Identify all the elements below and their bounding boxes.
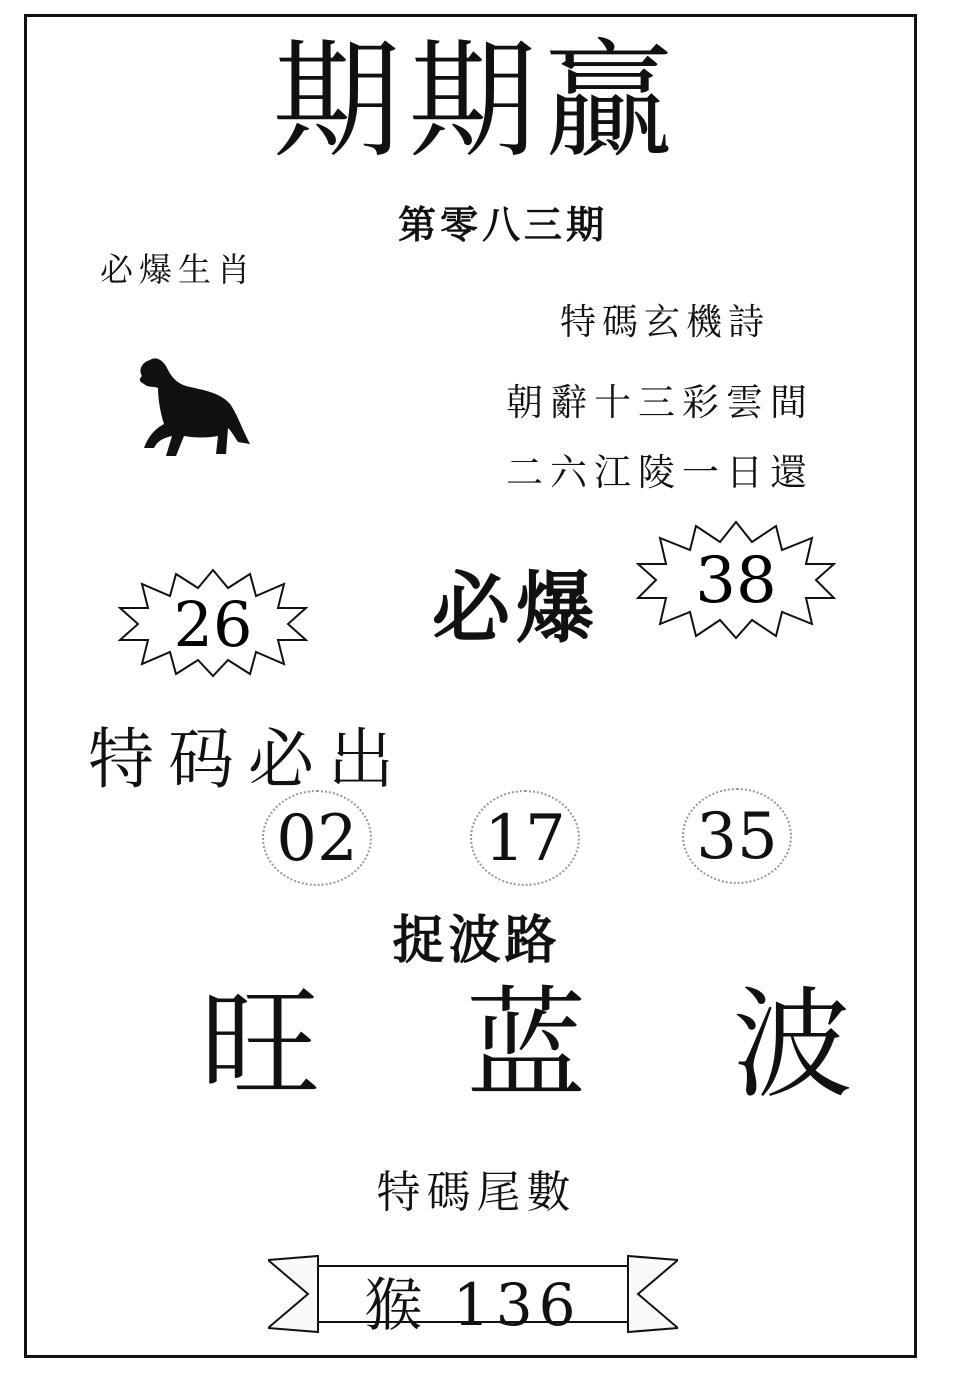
starburst-badge: [118, 568, 308, 678]
number-circle: 35: [682, 788, 792, 884]
poem-title: 特碼玄機詩: [560, 302, 771, 343]
must-burst-label: 必爆: [432, 563, 601, 654]
wave-title: 捉波路: [392, 910, 561, 971]
number-circle: 02: [262, 790, 372, 886]
tail-label: 特碼尾數: [376, 1167, 577, 1218]
page-title: 期期贏: [272, 27, 681, 176]
issue-number: 第零八三期: [398, 202, 609, 247]
burst-number-26: 26: [173, 588, 253, 661]
starburst-badge: [636, 520, 836, 640]
tail-value: 猴 136: [364, 1271, 582, 1339]
wave-value: 旺 蓝 波: [200, 976, 907, 1115]
zodiac-label: 必爆生肖: [100, 250, 256, 289]
poem-line-1: 朝辭十三彩雲間: [506, 381, 814, 424]
horse-icon: [128, 352, 252, 462]
poem-line-2: 二六江陵一日還: [506, 451, 814, 494]
burst-number-38: 38: [695, 544, 777, 618]
number-circle: 17: [470, 790, 580, 886]
must-appear-label: 特码必出: [88, 721, 408, 798]
